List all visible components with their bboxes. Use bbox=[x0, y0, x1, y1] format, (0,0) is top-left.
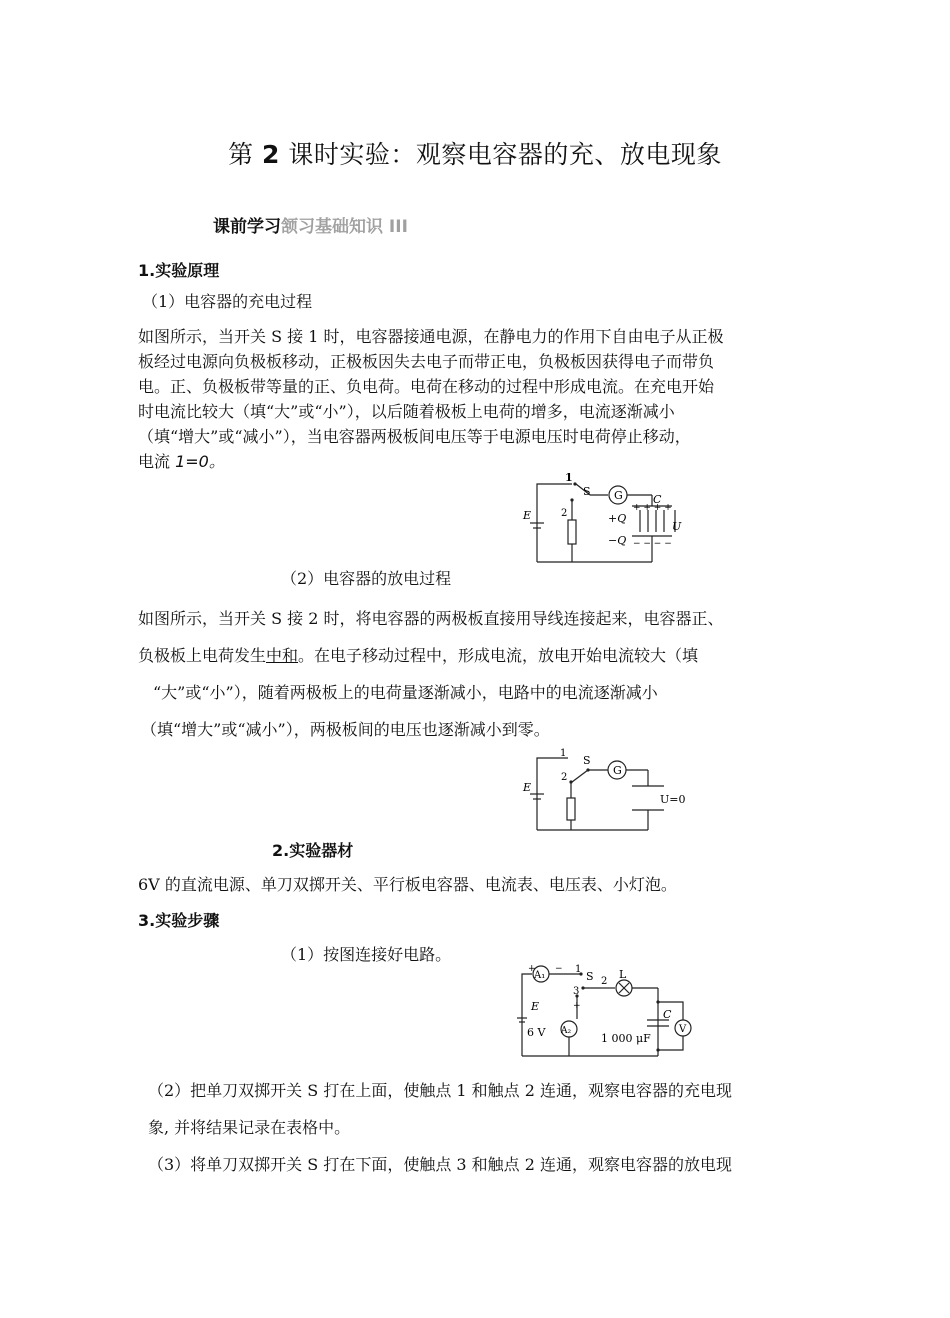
galvanometer-label: G bbox=[614, 489, 623, 502]
ammeter-2-label: A₂ bbox=[561, 1026, 572, 1036]
experiment-circuit-diagram bbox=[517, 964, 697, 1060]
step-2-line-2: 象, 并将结果记录在表格中。 bbox=[148, 1118, 351, 1137]
charge-line-6: 电流 1=0。 bbox=[138, 452, 225, 471]
voltage-u-label: U bbox=[672, 520, 682, 533]
equipment-text: 6V 的直流电源、单刀双掷开关、平行板电容器、电流表、电压表、小灯泡。 bbox=[138, 875, 677, 894]
charge-title: （1）电容器的充电过程 bbox=[142, 292, 313, 311]
source-voltage: 6 V bbox=[527, 1026, 546, 1039]
contact-2-label: 2 bbox=[601, 976, 608, 987]
title-number: 2 bbox=[262, 140, 280, 169]
switch-label: S bbox=[583, 485, 591, 498]
voltage-zero-label: U=0 bbox=[660, 793, 686, 806]
steps-paragraph bbox=[148, 1072, 732, 1183]
contact-2-label: 2 bbox=[561, 772, 568, 783]
source-label: E bbox=[523, 781, 532, 794]
discharge-paragraph bbox=[138, 600, 724, 748]
source-label: E bbox=[531, 1000, 540, 1013]
discharge-line-2: 负极板上电荷发生中和。在电子移动过程中，形成电流，放电开始电流较大（填 bbox=[138, 646, 699, 665]
step-1: （1）按图连接好电路。 bbox=[281, 945, 452, 964]
minus-charges: − − − − bbox=[633, 539, 672, 549]
heading-principle: 1.实验原理 bbox=[138, 261, 220, 280]
minus-q-label: −Q bbox=[608, 534, 627, 547]
contact-1-label: 1 bbox=[575, 964, 582, 975]
step-3-line-1: （3）将单刀双掷开关 S 打在下面，使触点 3 和触点 2 连通，观察电容器的放电现 bbox=[148, 1155, 733, 1174]
heading-equipment: 2.实验器材 bbox=[272, 841, 354, 860]
lamp-label: L bbox=[619, 968, 627, 981]
discharge-title: （2）电容器的放电过程 bbox=[281, 569, 452, 588]
charge-line-3: 电。正、负极板带等量的正、负电荷。电荷在移动的过程中形成电流。在充电开始 bbox=[138, 377, 715, 396]
svg-text:+: + bbox=[573, 1001, 581, 1011]
ammeter-1-label: A₁ bbox=[534, 970, 546, 981]
page-title bbox=[0, 135, 950, 171]
charging-circuit-diagram bbox=[520, 470, 685, 570]
svg-text:+: + bbox=[528, 964, 536, 974]
capacitor-label: C bbox=[663, 1008, 672, 1021]
capacitor-label: C bbox=[653, 493, 662, 506]
section-label: 课前学习 bbox=[213, 217, 281, 237]
switch-label: S bbox=[583, 754, 591, 767]
voltmeter-label: V bbox=[679, 1024, 687, 1035]
title-prefix: 第 bbox=[228, 140, 263, 169]
charge-line-1: 如图所示，当开关 S 接 1 时，电容器接通电源，在静电力的作用下自由电子从正极 bbox=[138, 327, 724, 346]
contact-1-label: 1 bbox=[565, 471, 573, 484]
charge-line-4: 时电流比较大（填“大”或“小”），以后随着极板上电荷的增多，电流逐渐减小 bbox=[138, 402, 675, 421]
plus-q-label: +Q bbox=[608, 512, 627, 525]
contact-3-label: 3 bbox=[573, 986, 580, 997]
title-rest: 课时实验：观察电容器的充、放电现象 bbox=[279, 140, 722, 169]
discharge-line-1: 如图所示，当开关 S 接 2 时，将电容器的两极板直接用导线连接起来，电容器正、 bbox=[138, 609, 724, 628]
charge-line-5: （填“增大”或“减小”），当电容器两极板间电压等于电源电压时电荷停止移动， bbox=[138, 427, 691, 446]
plus-charges: + + + + bbox=[633, 503, 672, 513]
section-header bbox=[213, 212, 408, 237]
discharge-line-3: “大”或“小”），随着两极板上的电荷量逐渐减小，电路中的电流逐渐减小 bbox=[153, 683, 658, 702]
neutralize-answer: 中和 bbox=[266, 646, 299, 665]
charge-paragraph bbox=[138, 324, 724, 474]
capacitance-label: 1 000 μF bbox=[601, 1032, 651, 1045]
contact-2-label: 2 bbox=[561, 508, 568, 519]
step-2-line-1: （2）把单刀双掷开关 S 打在上面，使触点 1 和触点 2 连通，观察电容器的充电现 bbox=[148, 1081, 733, 1100]
charge-line-2: 板经过电源向负极板移动，正极板因失去电子而带正电，负极板因获得电子而带负 bbox=[138, 352, 715, 371]
svg-text:−: − bbox=[555, 964, 563, 974]
discharge-line-4: （填“增大”或“减小”），两极板间的电压也逐渐减小到零。 bbox=[141, 720, 550, 739]
current-formula: 1=0。 bbox=[175, 452, 225, 471]
switch-label: S bbox=[586, 970, 594, 983]
source-label: E bbox=[523, 509, 532, 522]
discharging-circuit-diagram bbox=[520, 746, 690, 836]
heading-steps: 3.实验步骤 bbox=[138, 911, 220, 930]
contact-1-label: 1 bbox=[560, 748, 567, 759]
section-sublabel: 颔习基础知识 III bbox=[281, 217, 408, 237]
galvanometer-label: G bbox=[613, 764, 622, 777]
